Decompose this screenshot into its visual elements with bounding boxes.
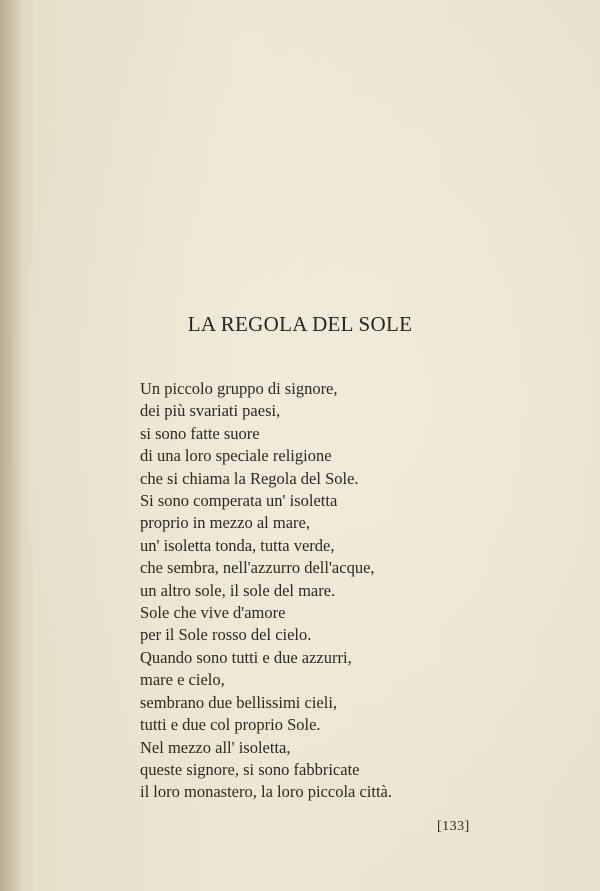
poem-line: di una loro speciale religione: [140, 446, 332, 466]
poem-line: per il Sole rosso del cielo.: [140, 625, 312, 645]
poem-title: LA REGOLA DEL SOLE: [187, 312, 413, 336]
poem-line: Sole che vive d'amore: [140, 603, 286, 623]
page-number: [133]: [437, 819, 470, 834]
poem-line: un altro sole, il sole del mare.: [140, 580, 336, 600]
poem-line: Un piccolo gruppo di signore,: [140, 379, 338, 398]
poem-line: un' isoletta tonda, tutta verde,: [140, 535, 335, 555]
spine-shadow: [0, 0, 22, 891]
poem-line: Quando sono tutti e due azzurri,: [140, 647, 352, 667]
poem-line: che si chiama la Regola del Sole.: [140, 468, 359, 488]
poem-line: Si sono comperata un' isoletta: [140, 491, 338, 511]
poem-body: [140, 378, 392, 804]
poem-line: Nel mezzo all' isoletta,: [140, 737, 291, 757]
poem-line: si sono fatte suore: [140, 423, 260, 443]
poem-line: il loro monastero, la loro piccola città.: [140, 782, 393, 802]
poem-line: sembrano due bellissimi cieli,: [140, 692, 338, 712]
poem-line: mare e cielo,: [140, 670, 225, 690]
poem-line: tutti e due col proprio Sole.: [140, 715, 321, 735]
poem-line: proprio in mezzo al mare,: [140, 513, 310, 533]
poem-line: dei più svariati paesi,: [140, 401, 281, 421]
poem-line: queste signore, si sono fabbricate: [140, 759, 360, 779]
poem-line: che sembra, nell'azzurro dell'acque,: [140, 558, 375, 578]
